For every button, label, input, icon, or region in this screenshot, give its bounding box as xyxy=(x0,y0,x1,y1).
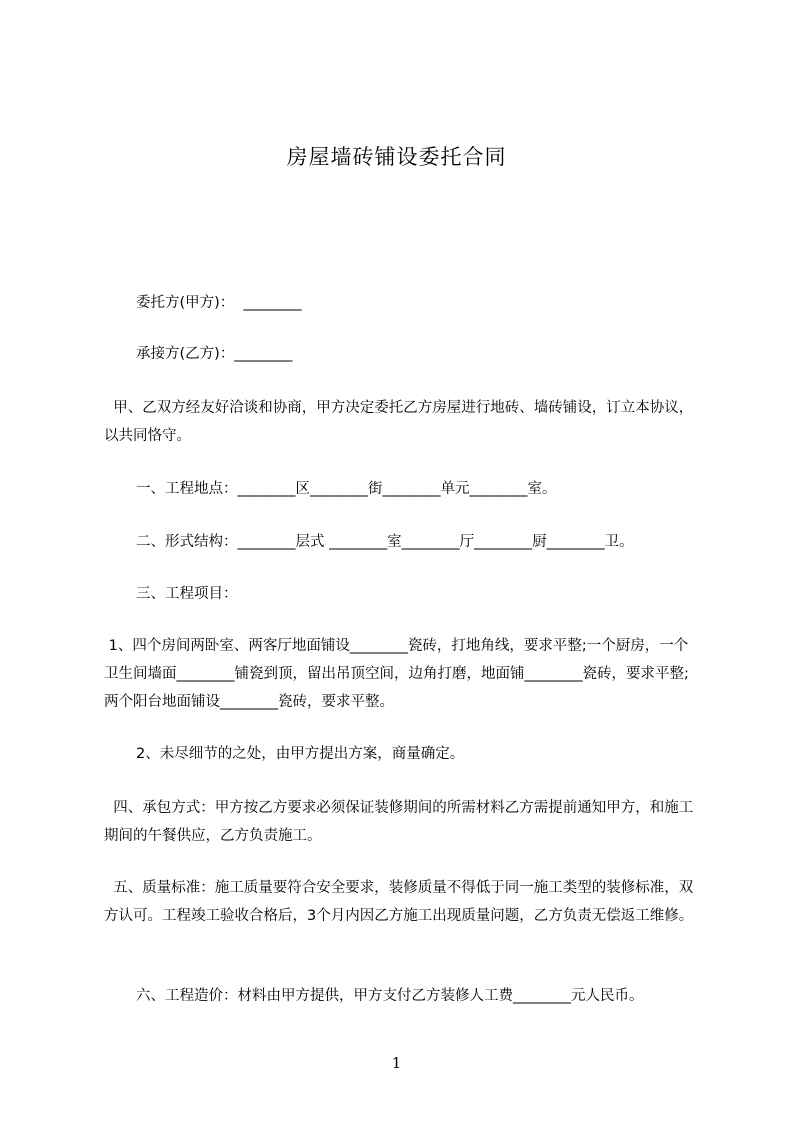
party-a-line: 委托方(甲方)： ________ xyxy=(136,295,302,311)
clause-project-heading: 三、工程项目： xyxy=(136,586,238,602)
clause-quality-standard: 五、质量标准：施工质量要符合安全要求，装修质量不得低于同一施工类型的装修标准，双方认可。工程竣工验收合格后，3个月内因乙方施工出现质量问题，乙方负责无偿返工维修。 xyxy=(104,880,694,924)
project-item-1: 1、四个房间两卧室、两客厅地面铺设________瓷砖，打地角线，要求平整;一个厨房，一个卫生间墙面________铺瓷到顶，留出吊顶空间，边角打磨，地面铺________瓷砖，要求平整;两个阳台地面铺设________瓷砖，要求平整。 xyxy=(104,638,689,710)
project-item-2: 2、未尽细节的之处，由甲方提出方案，商量确定。 xyxy=(136,746,465,762)
page-number: 1 xyxy=(391,1054,402,1072)
party-b-line: 承接方(乙方)：________ xyxy=(136,346,293,362)
clause-structure: 二、形式结构：________层式 ________室________厅________厨________卫。 xyxy=(136,534,634,550)
document-title: 房屋墙砖铺设委托合同 xyxy=(286,145,507,169)
preamble-paragraph: 甲、乙双方经友好洽谈和协商，甲方决定委托乙方房屋进行地砖、墙砖铺设，订立本协议，以共同恪守。 xyxy=(104,400,694,444)
clause-location: 一、工程地点：________区________街________单元________室。 xyxy=(136,481,557,497)
clause-contract-method: 四、承包方式：甲方按乙方要求必须保证装修期间的所需材料乙方需提前通知甲方，和施工期间的午餐供应，乙方负责施工。 xyxy=(104,800,694,844)
clause-project-cost: 六、工程造价：材料由甲方提供，甲方支付乙方装修人工费________元人民币。 xyxy=(136,988,644,1004)
